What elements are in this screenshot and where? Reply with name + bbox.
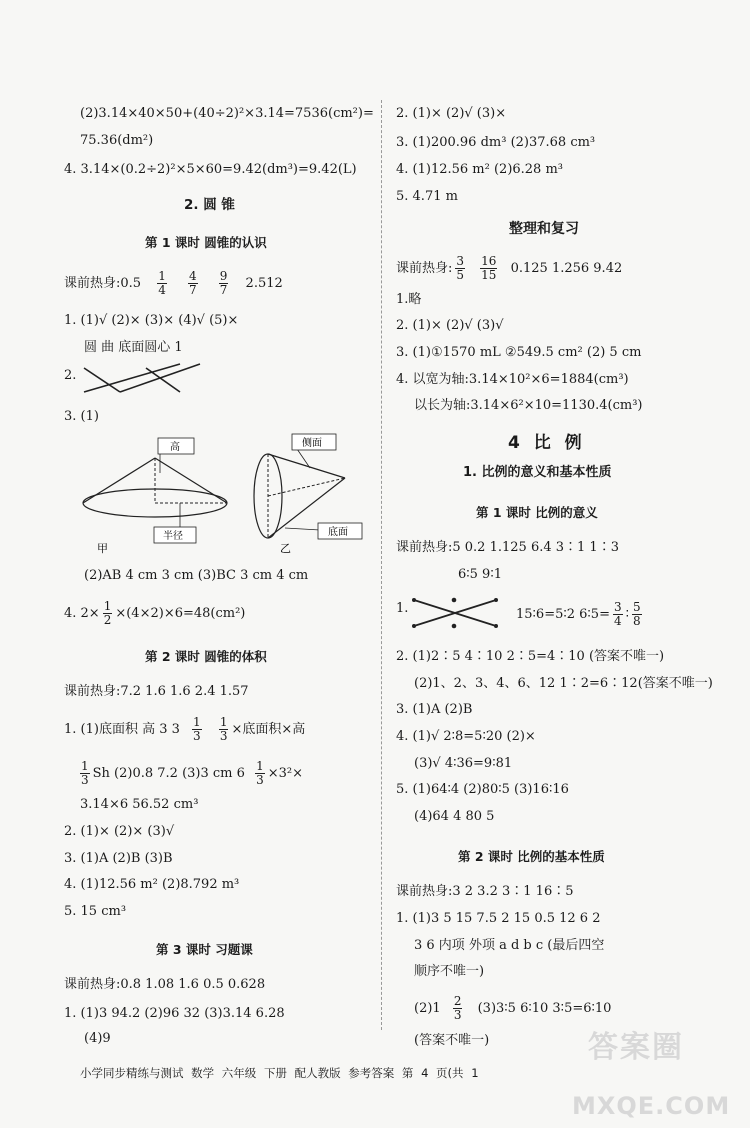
warmup-line: 课前热身:0.8 1.08 1.6 0.5 0.628 (64, 977, 266, 992)
answer-line: $\frac{1}{3}$ Sh (2)0.8 7.2 (3)3 cm 6 $\frac{1}{3}$ ×3²× (81, 759, 303, 787)
answer-line: 2. (1)× (2)√ (3)√ (396, 318, 504, 333)
match-dot (412, 624, 416, 628)
warmup-prefix: 课前热身:0.5 (64, 276, 142, 291)
figure-label-yi: 乙 (280, 542, 291, 555)
answer-line: 4. 以宽为轴:3.14×10²×6=1884(cm³) (396, 372, 629, 387)
figure-label-jia: 甲 (97, 542, 108, 555)
matching-dots-figure (408, 592, 508, 636)
label-dimian: 底面 (328, 527, 348, 538)
answer-line: 4. (1)12.56 m² (2)6.28 m³ (396, 162, 564, 177)
column-divider (381, 100, 382, 1030)
answer-line: 5. 4.71 m (396, 189, 458, 204)
fraction: $\frac{2}{3}$ (453, 994, 462, 1022)
answer-line: 3 6 内项 外项 a d b c (最后四空 (414, 938, 605, 953)
warmup-line: 课前热身:3 2 3.2 3∶1 16∶5 (396, 884, 574, 899)
answer-line: 1. (1)3 5 15 7.5 2 15 0.5 12 6 2 (396, 911, 601, 926)
answer-line: 5. 15 cm³ (64, 904, 127, 919)
answer-line: 2. (1)2∶5 4∶10 2∶5=4∶10 (答案不唯一) (396, 649, 665, 664)
section-title: 2. 圆 锥 (184, 197, 235, 213)
match-dot (494, 598, 498, 602)
answer-line: 1. (396, 601, 409, 616)
fraction: $\frac{3}{5}$ (456, 254, 465, 282)
fraction: $\frac{1}{3}$ (81, 759, 89, 787)
answer-line: 4. (1)√ 2∶8=5∶20 (2)× (396, 729, 536, 744)
answer-line: (2)1、2、3、4、6、12 1∶2=6∶12(答案不唯一) (414, 676, 713, 691)
cone-side (155, 458, 227, 503)
matching-lines-figure (80, 358, 210, 400)
answer-line: 3. (1) (64, 409, 99, 424)
cone-side (83, 458, 155, 503)
lesson-title: 第 2 课时 圆锥的体积 (145, 649, 267, 664)
answer-line: (2)AB 4 cm 3 cm (3)BC 3 cm 4 cm (84, 568, 309, 583)
chapter-title: 4 比 例 (508, 433, 586, 453)
warmup-line: 课前热身:5 0.2 1.125 6.4 3∶1 1∶3 (396, 540, 619, 555)
answer-line: (3)√ 4∶36=9∶81 (414, 756, 513, 771)
answer-line: 以长为轴:3.14×6²×10=1130.4(cm³) (414, 398, 643, 413)
fraction: $\frac{3}{4}$ (613, 600, 622, 628)
answer-line: 1. (1)底面积 高 3 3 $\frac{1}{3}$ $\frac{1}{3}$ ×底面积×高 (64, 715, 306, 743)
page-footer: 小学同步精练与测试 数学 六年级 下册 配人教版 参考答案 第 4 页(共 1 (80, 1066, 479, 1080)
answer-line: 3. (1)200.96 dm³ (2)37.68 cm³ (396, 135, 596, 150)
warmup-line: 课前热身:7.2 1.6 1.6 2.4 1.57 (64, 684, 249, 699)
fraction: $\frac{1}{4}$ (158, 269, 166, 297)
answer-line: 4. (1)12.56 m² (2)8.792 m³ (64, 877, 240, 892)
fraction: $\frac{1}{2}$ (103, 599, 112, 627)
lesson-title: 第 1 课时 圆锥的认识 (145, 235, 267, 250)
label-cemian: 侧面 (302, 438, 322, 449)
answer-line: 3. (1)①1570 mL ②549.5 cm² (2) 5 cm (396, 345, 642, 360)
fraction: $\frac{16}{15}$ (481, 254, 497, 282)
answer-line: 3. (1)A (2)B (3)B (64, 851, 173, 866)
warmup-line (64, 270, 283, 297)
answer-line: (2)3.14×40×50+(40÷2)²×3.14=7536(cm²)= (80, 106, 374, 121)
answer-line: (4)9 (84, 1031, 111, 1046)
warmup-line: 课前热身: $\frac{3}{5}$ $\frac{16}{15}$ 0.125 1.256 9.42 (396, 254, 623, 282)
lesson-title: 第 1 课时 比例的意义 (476, 505, 598, 520)
answer-line: 4. 3.14×(0.2÷2)²×5×60=9.42(dm³)=9.42(L) (64, 162, 357, 177)
answer-line: (4)64 4 80 5 (414, 809, 495, 824)
lesson-title: 第 3 课时 习题课 (156, 942, 253, 957)
answer-line: 5. (1)64∶4 (2)80∶5 (3)16∶16 (396, 782, 569, 797)
answer-line: (答案不唯一) (414, 1033, 490, 1048)
answer-line: 2. (1)× (2)× (3)√ (64, 824, 175, 839)
answer-line: (2)1 $\frac{2}{3}$ (3)3∶5 6∶10 3∶5=6∶10 (414, 994, 612, 1022)
answer-line: 2. (1)× (2)√ (3)× (396, 106, 507, 121)
fraction: $\frac{1}{3}$ (256, 759, 264, 787)
fraction: $\frac{1}{3}$ (219, 715, 228, 743)
cone-figures (70, 428, 370, 558)
answer-line: 2. (64, 368, 77, 383)
label-banjing: 半径 (163, 531, 183, 542)
answer-line: 3.14×6 56.52 cm³ (80, 797, 199, 812)
section-title: 整理和复习 (509, 221, 579, 237)
fraction: $\frac{1}{3}$ (193, 715, 201, 743)
answer-line: 4. 2× $\frac{1}{2}$ ×(4×2)×6=48(cm²) (64, 599, 246, 627)
answer-line: 75.36(dm²) (80, 133, 154, 148)
fraction: $\frac{9}{7}$ (219, 269, 228, 297)
answer-line: 1. (1)√ (2)× (3)× (4)√ (5)× (64, 313, 239, 328)
match-dot (452, 624, 457, 629)
match-dot (494, 624, 498, 628)
answer-line: 1. (1)3 94.2 (2)96 32 (3)3.14 6.28 (64, 1006, 285, 1021)
answer-line: 6∶5 9∶1 (458, 567, 502, 582)
fraction: $\frac{5}{8}$ (633, 600, 641, 628)
match-line (146, 368, 180, 392)
watermark-logo: 答案圈 (588, 1030, 684, 1065)
pointer-line (285, 528, 320, 530)
match-dot (412, 598, 416, 602)
answer-line: 顺序不唯一) (414, 964, 485, 979)
label-gao: 高 (170, 442, 180, 453)
answer-line: 1.略 (396, 292, 422, 307)
match-line (84, 368, 120, 392)
watermark-url: MXQE.COM (572, 1092, 731, 1120)
section-title: 1. 比例的意义和基本性质 (463, 465, 612, 480)
match-dot (452, 598, 457, 603)
warmup-suffix: 2.512 (245, 276, 283, 291)
fraction: $\frac{4}{7}$ (188, 269, 197, 297)
answer-line: 圆 曲 底面圆心 1 (84, 340, 183, 355)
lesson-title: 第 2 课时 比例的基本性质 (458, 849, 605, 864)
answer-line: 15∶6=5∶2 6∶5= $\frac{3}{4}$ ∶ $\frac{5}{8}$ (516, 600, 641, 628)
answer-line: 3. (1)A (2)B (396, 702, 473, 717)
